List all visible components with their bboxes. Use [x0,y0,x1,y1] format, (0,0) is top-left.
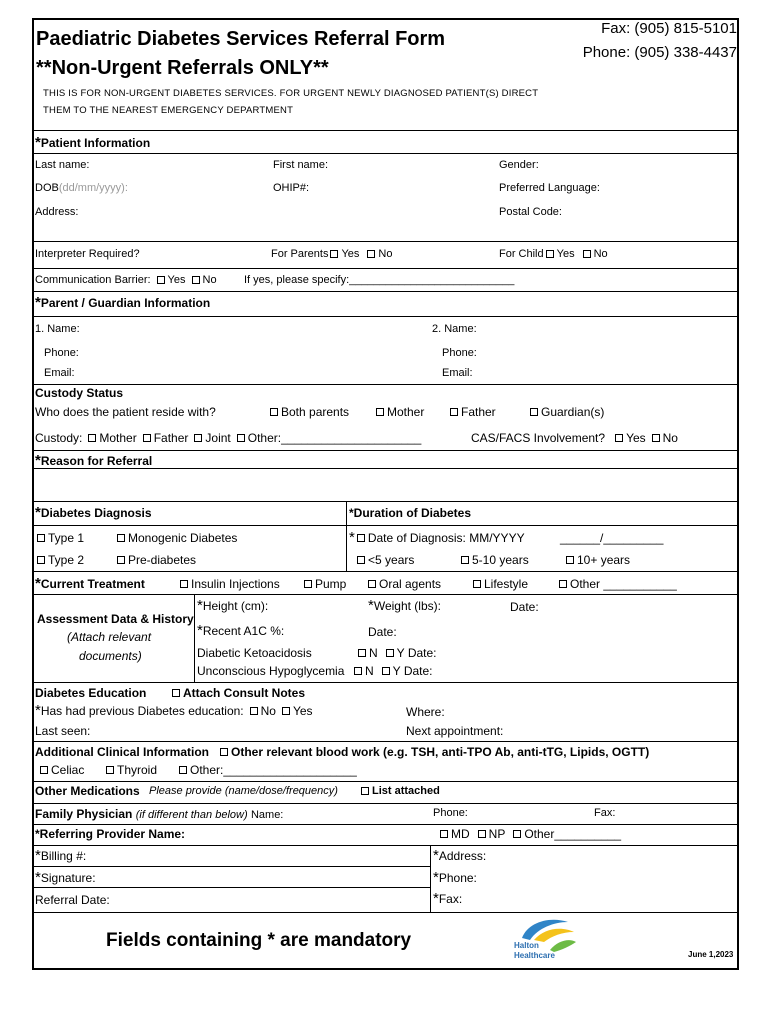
md-checkbox[interactable] [440,830,448,838]
communication-barrier: Communication Barrier: Yes No [35,274,217,286]
parents-no-checkbox[interactable] [367,250,375,258]
medications-heading: Other Medications [35,784,140,798]
height-field[interactable]: *Height (cm): [197,597,269,614]
gender-field[interactable]: Gender: [499,159,539,171]
notice-line-1: THIS IS FOR NON-URGENT DIABETES SERVICES. FOR URGENT NEWLY DIAGNOSED PATIENT(S) DIRECT [43,88,539,99]
form-subtitle: **Non-Urgent Referrals ONLY** [36,57,329,79]
dka-label: Diabetic Ketoacidosis [197,646,312,660]
duration-5-10-option[interactable]: 5-10 years [459,553,529,567]
diagnosis-heading: *Diabetes Diagnosis [35,504,152,521]
guardian2-email-field[interactable]: Email: [442,367,473,379]
postal-code-field[interactable]: Postal Code: [499,206,562,218]
billing-field[interactable]: *Billing #: [35,847,87,864]
parents-yes-checkbox[interactable] [330,250,338,258]
bloodwork-option[interactable]: Other relevant blood work (e.g. TSH, anti-TPO Ab, anti-tTG, Lipids, OGTT) [218,745,649,759]
child-no-checkbox[interactable] [583,250,591,258]
oral-agents-option[interactable]: Oral agents [366,577,441,591]
barrier-no-checkbox[interactable] [192,276,200,284]
education-yes-checkbox[interactable] [282,707,290,715]
mandatory-note: Fields containing * are mandatory [106,930,412,951]
reside-mother-option[interactable]: Mother [374,405,424,419]
last-seen-field[interactable]: Last seen: [35,724,91,738]
referral-date-field[interactable]: Referral Date: [35,893,110,907]
guardian1-name-field[interactable]: 1. Name: [35,323,80,335]
patient-info-heading: *Patient Information [35,134,151,151]
family-physician-field[interactable]: Family Physician (if different than below) Name: [35,807,284,821]
weight-date-field[interactable]: Date: [510,600,539,614]
cas-yes-checkbox[interactable] [615,434,623,442]
logo-text-2: Healthcare [514,951,555,960]
guardian1-email-field[interactable]: Email: [44,367,75,379]
guardian2-phone-field[interactable]: Phone: [442,347,477,359]
assessment-attach-1: (Attach relevant [67,630,152,644]
duration-lt5-option[interactable]: <5 years [355,553,414,567]
interpreter-parents: For Parents Yes No [271,248,393,260]
type1-option[interactable]: Type 1 [35,531,84,545]
phone-number: Phone: (905) 338-4437 [582,44,737,61]
guardian-heading: *Parent / Guardian Information [35,294,211,311]
provider-address-field[interactable]: *Address: [433,847,487,864]
custody-other-checkbox[interactable] [237,434,245,442]
reside-father-option[interactable]: Father [448,405,496,419]
previous-education: *Has had previous Diabetes education: No Yes [35,702,313,719]
a1c-date-field[interactable]: Date: [368,625,397,639]
interpreter-child: For Child Yes No [499,248,608,260]
physician-phone-field[interactable]: Phone: [433,807,468,819]
provider-other-checkbox[interactable] [513,830,521,838]
logo-text-1: Halton [514,941,539,950]
insulin-option[interactable]: Insulin Injections [178,577,280,591]
prediabetes-option[interactable]: Pre-diabetes [115,553,196,567]
physician-fax-field[interactable]: Fax: [594,807,616,819]
dka-n-checkbox[interactable] [358,649,366,657]
provider-fax-field[interactable]: *Fax: [433,890,463,907]
custody-father-checkbox[interactable] [143,434,151,442]
date-of-diagnosis-blank[interactable]: ______/_________ [560,531,664,545]
ohip-field[interactable]: OHIP#: [273,182,310,194]
provider-type-options: MD NP Other__________ [438,827,621,841]
guardian2-name-field[interactable]: 2. Name: [432,323,477,335]
duration-heading: *Duration of Diabetes [349,506,472,520]
treatment-heading: *Current Treatment [35,575,145,592]
guardian1-phone-field[interactable]: Phone: [44,347,79,359]
notice-line-2: THEM TO THE NEAREST EMERGENCY DEPARTMENT [43,105,294,116]
reside-label: Who does the patient reside with? [35,405,216,419]
dka-options: N Y Date: [356,646,437,660]
fax-number: Fax: (905) 815-5101 [601,20,737,37]
provider-phone-field[interactable]: *Phone: [433,869,477,886]
first-name-field[interactable]: First name: [273,159,329,171]
hypo-y-checkbox[interactable] [382,667,390,675]
dka-y-checkbox[interactable] [386,649,394,657]
np-checkbox[interactable] [478,830,486,838]
halton-healthcare-logo [510,916,580,968]
thyroid-option[interactable]: Thyroid [104,763,157,777]
weight-field[interactable]: *Weight (lbs): [368,597,441,614]
type2-option[interactable]: Type 2 [35,553,84,567]
barrier-specify-field[interactable]: If yes, please specify:___________________________ [244,274,515,286]
cas-no-checkbox[interactable] [652,434,660,442]
hypo-label: Unconscious Hypoglycemia [197,664,345,678]
medications-list-option[interactable]: List attached [359,785,440,797]
duration-10plus-option[interactable]: 10+ years [564,553,630,567]
a1c-field[interactable]: *Recent A1C %: [197,622,285,639]
interpreter-label: Interpreter Required? [35,248,140,260]
medications-instruction: Please provide (name/dose/frequency) [149,785,338,797]
pump-option[interactable]: Pump [302,577,346,591]
clinical-heading: Additional Clinical Information [35,745,209,759]
date-of-diagnosis[interactable]: * Date of Diagnosis: MM/YYYY [349,529,525,546]
education-heading: Diabetes Education [35,686,147,700]
form-date: June 1,2023 [688,950,734,959]
hypo-n-checkbox[interactable] [354,667,362,675]
lifestyle-option[interactable]: Lifestyle [471,577,528,591]
treatment-other-option[interactable]: Other ___________ [557,577,677,591]
referring-provider-field[interactable]: *Referring Provider Name: [35,827,186,841]
celiac-option[interactable]: Celiac [38,763,84,777]
education-no-checkbox[interactable] [250,707,258,715]
hypo-options: N Y Date: [352,664,433,678]
reside-guardians-option[interactable]: Guardian(s) [528,405,604,419]
education-where-field[interactable]: Where: [406,705,445,719]
barrier-yes-checkbox[interactable] [157,276,165,284]
cas-involvement: CAS/FACS Involvement? Yes No [471,431,678,445]
language-field[interactable]: Preferred Language: [499,182,600,194]
custody-row: Custody: Mother Father Joint Other:_____________________ [35,431,422,445]
form-title: Paediatric Diabetes Services Referral Form [36,28,446,50]
monogenic-option[interactable]: Monogenic Diabetes [115,531,237,545]
assessment-attach-2: documents) [79,649,142,663]
attach-consult-option[interactable]: Attach Consult Notes [170,686,305,700]
custody-joint-checkbox[interactable] [194,434,202,442]
reason-field[interactable] [34,470,737,500]
address-field[interactable]: Address: [35,206,79,218]
next-appointment-field[interactable]: Next appointment: [406,724,504,738]
reside-both-option[interactable]: Both parents [268,405,349,419]
dob-field[interactable]: DOB(dd/mm/yyyy): [35,182,128,194]
assessment-heading: Assessment Data & History [37,612,194,626]
reason-heading: *Reason for Referral [35,452,153,469]
clinical-other-option[interactable]: Other:____________________ [177,763,357,777]
last-name-field[interactable]: Last name: [35,159,90,171]
child-yes-checkbox[interactable] [546,250,554,258]
custody-mother-checkbox[interactable] [88,434,96,442]
custody-heading: Custody Status [35,386,124,400]
signature-field[interactable]: *Signature: [35,869,96,886]
